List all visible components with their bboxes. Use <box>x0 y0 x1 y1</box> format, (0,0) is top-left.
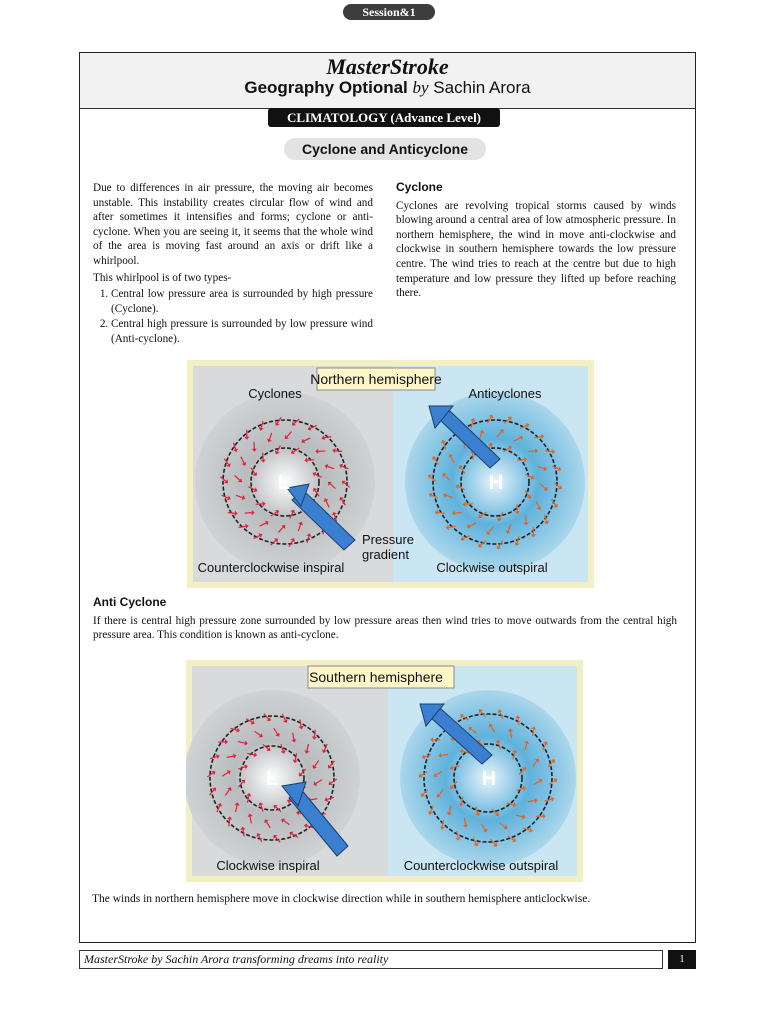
types-list <box>93 287 373 346</box>
southern-hemisphere-figure <box>186 660 583 882</box>
list-item: 2. Central high pressure is surrounded by low pressure wind (Anti-cyclone). <box>111 317 373 346</box>
cyclone-heading: Cyclone <box>396 180 443 194</box>
anticyclone-section <box>93 595 677 645</box>
wind-arrow <box>335 451 342 452</box>
cyclone-caption: Counterclockwise inspiral <box>197 560 345 575</box>
high-pressure-label: H <box>481 768 497 790</box>
list-item: 1. Central low pressure area is surrounded by high pressure (Cyclone). <box>111 287 373 316</box>
gradient-label: gradient <box>362 547 409 562</box>
cyclone-paragraph: Cyclones are revolving tropical storms caused by winds blowing around a central area of low atmospheric pressure. In northern hemisphere, the wind in move anti-clockwise and clockwise in southern hemisphere towards the low pressure centre. The wind tries to reach at the centre but due to high temperature and low pressure they lifted up before reaching there. <box>396 199 676 300</box>
subtitle-author: Sachin Arora <box>433 78 531 97</box>
anticyclone-caption: Counterclockwise outspiral <box>403 858 559 873</box>
subtitle-by: by <box>412 78 429 97</box>
anticyclone-paragraph: If there is central high pressure zone surrounded by low pressure areas then wind tries to move outwards from the central high pressure area. This condition is known as anti-cyclone. <box>93 614 677 642</box>
wind-arrow <box>229 819 230 826</box>
section-title: Cyclone and Anticyclone <box>284 138 486 160</box>
session-badge: Session&1 <box>343 4 435 20</box>
footer-tagline: MasterStroke by Sachin Arora transforming dreams into reality <box>79 950 663 969</box>
brand-title: MasterStroke <box>326 54 449 79</box>
intro-paragraph: Due to differences in air pressure, the moving air becomes unstable. This instability creates circular flow of wind and after sometimes it intensifies and forms; cyclone or anti-cyclone. When you are seeing it, it seems that the whole wind of the area is moving fast around an axis or drift like a whirlpool. <box>93 182 373 267</box>
wind-arrow <box>438 513 445 514</box>
wind-arrow <box>545 451 552 452</box>
pressure-label: Pressure <box>362 532 415 547</box>
anticyclone-heading: Anti Cyclone <box>93 595 167 609</box>
hemisphere-banner-label: Northern hemisphere <box>310 371 442 387</box>
northern-hemisphere-figure <box>187 360 594 588</box>
brand-subtitle <box>80 78 695 98</box>
wind-arrow <box>228 513 235 514</box>
subtitle-main: Geography Optional <box>244 78 408 97</box>
cyclone-caption: Clockwise inspiral <box>216 858 320 873</box>
page-number: 1 <box>668 950 696 969</box>
types-intro: This whirlpool is of two types- <box>93 271 232 284</box>
page-header <box>79 52 696 109</box>
intro-column <box>93 181 373 348</box>
topic-banner: CLIMATOLOGY (Advance Level) <box>268 108 500 127</box>
low-pressure-label: L <box>277 472 291 494</box>
high-pressure-label: H <box>488 472 504 494</box>
low-pressure-label: L <box>265 768 279 790</box>
anticyclone-caption: Clockwise outspiral <box>436 560 548 575</box>
hemisphere-banner-label: Southern hemisphere <box>309 669 443 685</box>
cyclone-column <box>396 180 676 303</box>
summary-note: The winds in northern hemisphere move in clockwise direction while in southern hemisphere anticlockwise. <box>92 893 591 905</box>
cyclones-title: Cyclones <box>248 386 302 401</box>
anticyclones-title: Anticyclones <box>468 386 542 401</box>
wind-arrow <box>314 730 315 737</box>
